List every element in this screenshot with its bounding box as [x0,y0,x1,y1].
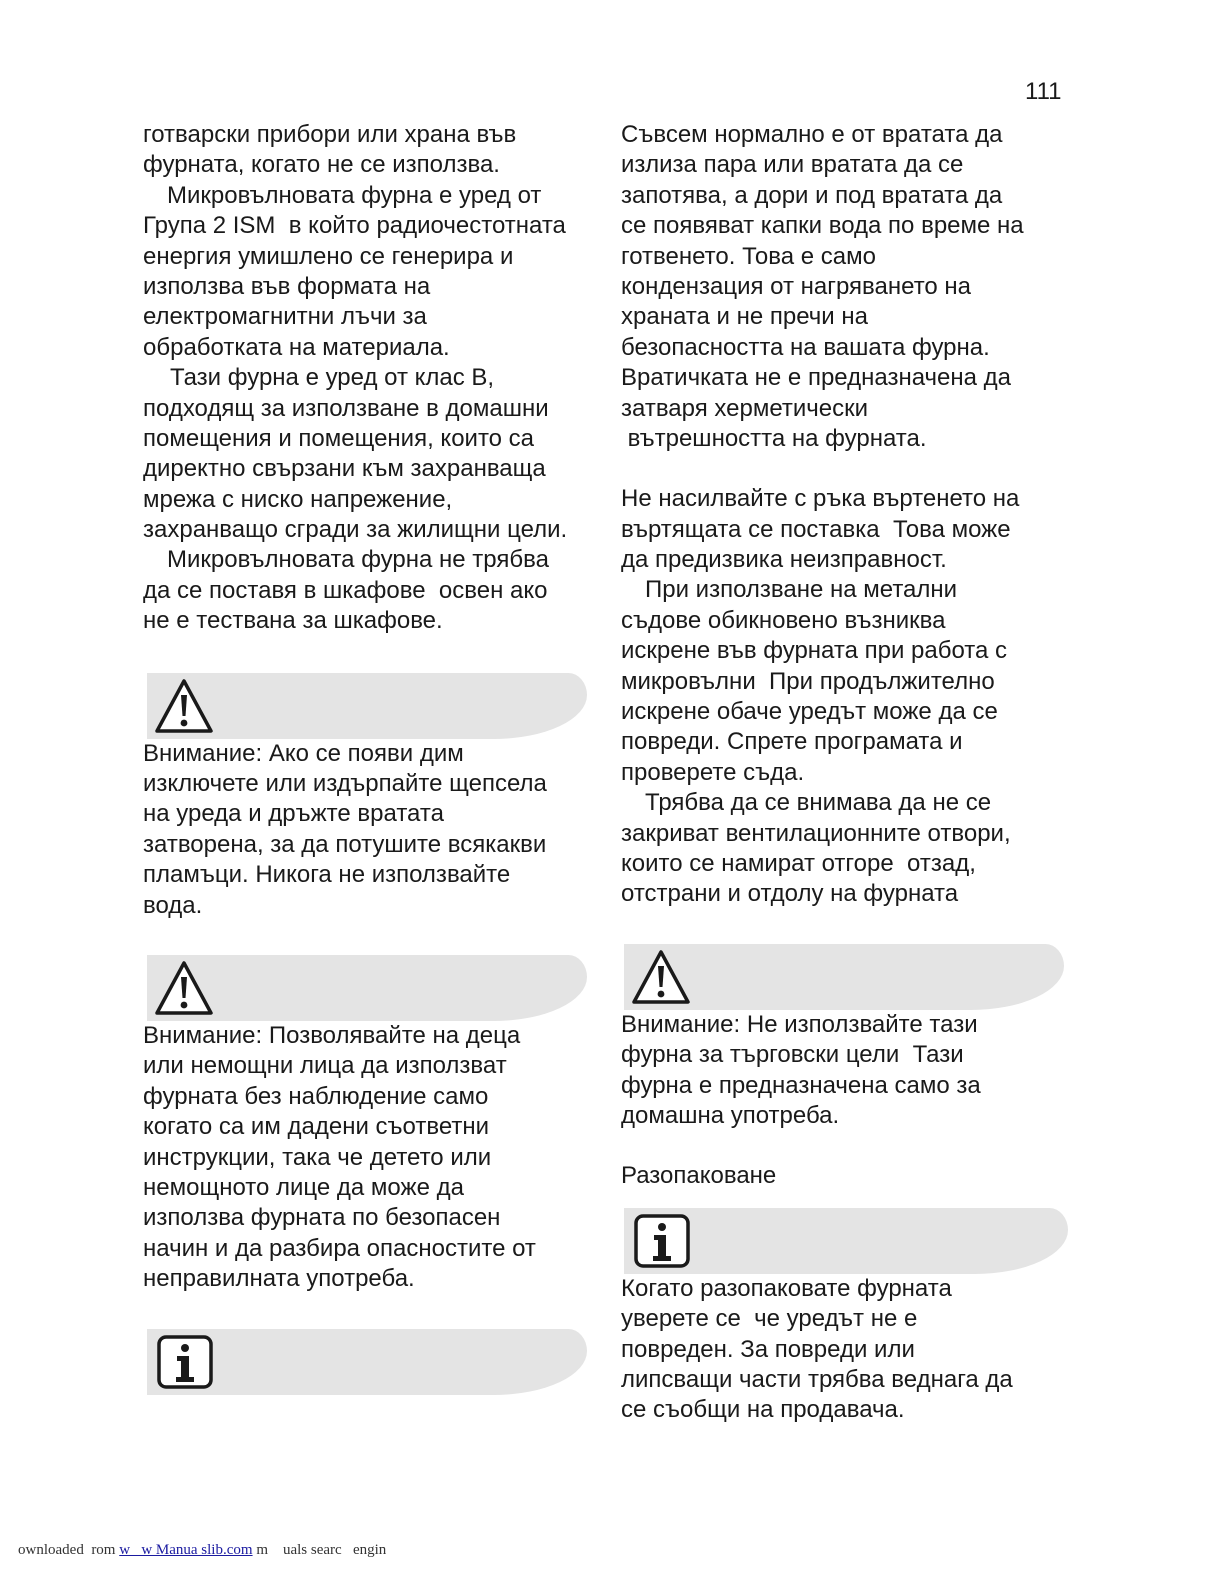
text-line: или немощни лица да използват [143,1052,507,1080]
warning-commercial-text [621,1010,1071,1132]
unpacking-heading: Разопаковане [621,1162,777,1190]
warning-banner [147,673,587,739]
info-banner [147,1329,587,1395]
text-line: липсващи части трябва веднага да [621,1365,1013,1393]
ism-paragraph [143,181,593,363]
text-line: Трябва да се внимава да не се [645,789,992,817]
info-banner [624,1208,1068,1274]
footer-prefix: ownloaded rom [18,1542,120,1558]
text-line: пламъци. Никога не използвайте [143,861,511,889]
text-line: се съобщи на продавача. [621,1396,905,1424]
warning-children-text [143,1021,593,1295]
text-line: готвенето. Това е само [621,242,876,270]
text-line: отстрани и отдолу на фурната [621,880,959,908]
text-line: подходящ за използване в домашни [143,394,549,422]
text-line: затворена, за да потушите всякакви [143,830,547,858]
warning-triangle-icon [153,959,215,1017]
text-line: готварски прибори или храна във [143,121,517,148]
text-line: кондензация от нагряването на [621,272,972,300]
steam-paragraph [621,120,1071,454]
class-b-paragraph [143,363,593,545]
text-line: Група 2 ISM в който радиочестотната [143,212,566,240]
text-line: домашна употреба. [621,1101,840,1129]
text-line: Микровълновата фурна не трябва [167,546,549,574]
text-line: повреден. За повреди или [621,1335,915,1363]
left-column [143,120,593,1395]
cabinet-paragraph [143,545,593,636]
text-line: Внимание: Ако се появи дим [143,739,464,767]
text-line: обработката на материала. [143,333,450,361]
text-line: директно свързани към захранваща [143,455,546,483]
text-line: Внимание: Позволявайте на деца [143,1021,521,1049]
text-line: се появяват капки вода по време на [621,212,1024,240]
text-line: Тази фурна е уред от клас B, [170,364,495,392]
turntable-paragraph [621,484,1071,575]
text-line: вътрешността на фурната. [621,424,927,452]
text-line: начин и да разбира опасностите от [143,1234,536,1262]
right-column [621,120,1071,1426]
text-line: При използване на метални [645,576,958,604]
vents-paragraph [621,788,1071,910]
text-line: да се поставя в шкафове освен ако [143,576,548,604]
text-line: Не насилвайте с ръка въртенето на [621,485,1020,513]
text-line: използва във формата на [143,272,431,300]
text-line: съдове обикновено възниква [621,606,946,634]
download-footer [18,1542,386,1559]
text-line: Съвсем нормално е от вратата да [621,121,1003,148]
page-number: 111 [1025,78,1062,105]
warning-banner [624,944,1064,1010]
text-line: електромагнитни лъчи за [143,303,427,331]
text-line: не е тествана за шкафове. [143,607,443,635]
text-line: използва фурната по безопасен [143,1204,501,1232]
text-line: неправилната употреба. [143,1265,415,1293]
footer-link[interactable]: w w Manua slib.com [119,1542,253,1558]
text-line: изключете или издърпайте щепсела [143,770,547,798]
info-icon [630,1212,692,1270]
warning-banner [147,955,587,1021]
text-line: захранващо сгради за жилищни цели. [143,516,568,544]
text-line: фурната, когато не се използва. [143,151,500,179]
text-line: повреди. Спрете програмата и [621,728,963,756]
info-icon [153,1333,215,1391]
text-line: енергия умишлено се генерира и [143,242,514,270]
text-line: затваря херметически [621,394,869,422]
text-line: искрене обаче уредът може да се [621,698,998,726]
text-line: да предизвика неизправност. [621,546,947,574]
text-line: закриват вентилационните отвори, [621,819,1011,847]
text-line: вода. [143,891,203,919]
text-line: помещения и помещения, които са [143,424,535,452]
text-line: мрежа с ниско напрежение, [143,485,453,513]
warning-smoke-text [143,739,593,921]
text-line: Микровълновата фурна е уред от [167,181,542,209]
text-line: искрене във фурната при работа с [621,637,1008,665]
intro-paragraph [143,120,593,181]
text-line: Внимание: Не използвайте тази [621,1010,978,1038]
metal-paragraph [621,575,1071,788]
text-line: немощното лице да може да [143,1173,464,1201]
text-line: уверете се че уредът не е [621,1305,918,1333]
text-line: проверете съда. [621,758,805,786]
text-line: излиза пара или вратата да се [621,151,964,179]
text-line: инструкции, така че детето или [143,1143,492,1171]
text-line: микровълни При продължително [621,667,995,695]
text-line: Вратичката не е предназначена да [621,364,1011,392]
text-line: фурна е предназначена само за [621,1071,981,1099]
text-line: храната и не пречи на [621,303,868,331]
text-line: безопасността на вашата фурна. [621,333,990,361]
text-line: на уреда и дръжте вратата [143,800,444,828]
unpacking-text [621,1274,1071,1426]
text-line: Когато разопаковате фурната [621,1274,952,1302]
text-line: въртящата се поставка Това може [621,515,1011,543]
text-line: запотява, а дори и под вратата да [621,181,1003,209]
warning-triangle-icon [153,677,215,735]
warning-triangle-icon [630,948,692,1006]
text-line: фурната без наблюдение само [143,1082,489,1110]
text-line: които се намират отгоре отзад, [621,849,976,877]
text-line: когато са им дадени съответни [143,1113,490,1141]
footer-suffix: m uals searc engin [252,1542,387,1558]
text-line: фурна за търговски цели Тази [621,1041,964,1069]
